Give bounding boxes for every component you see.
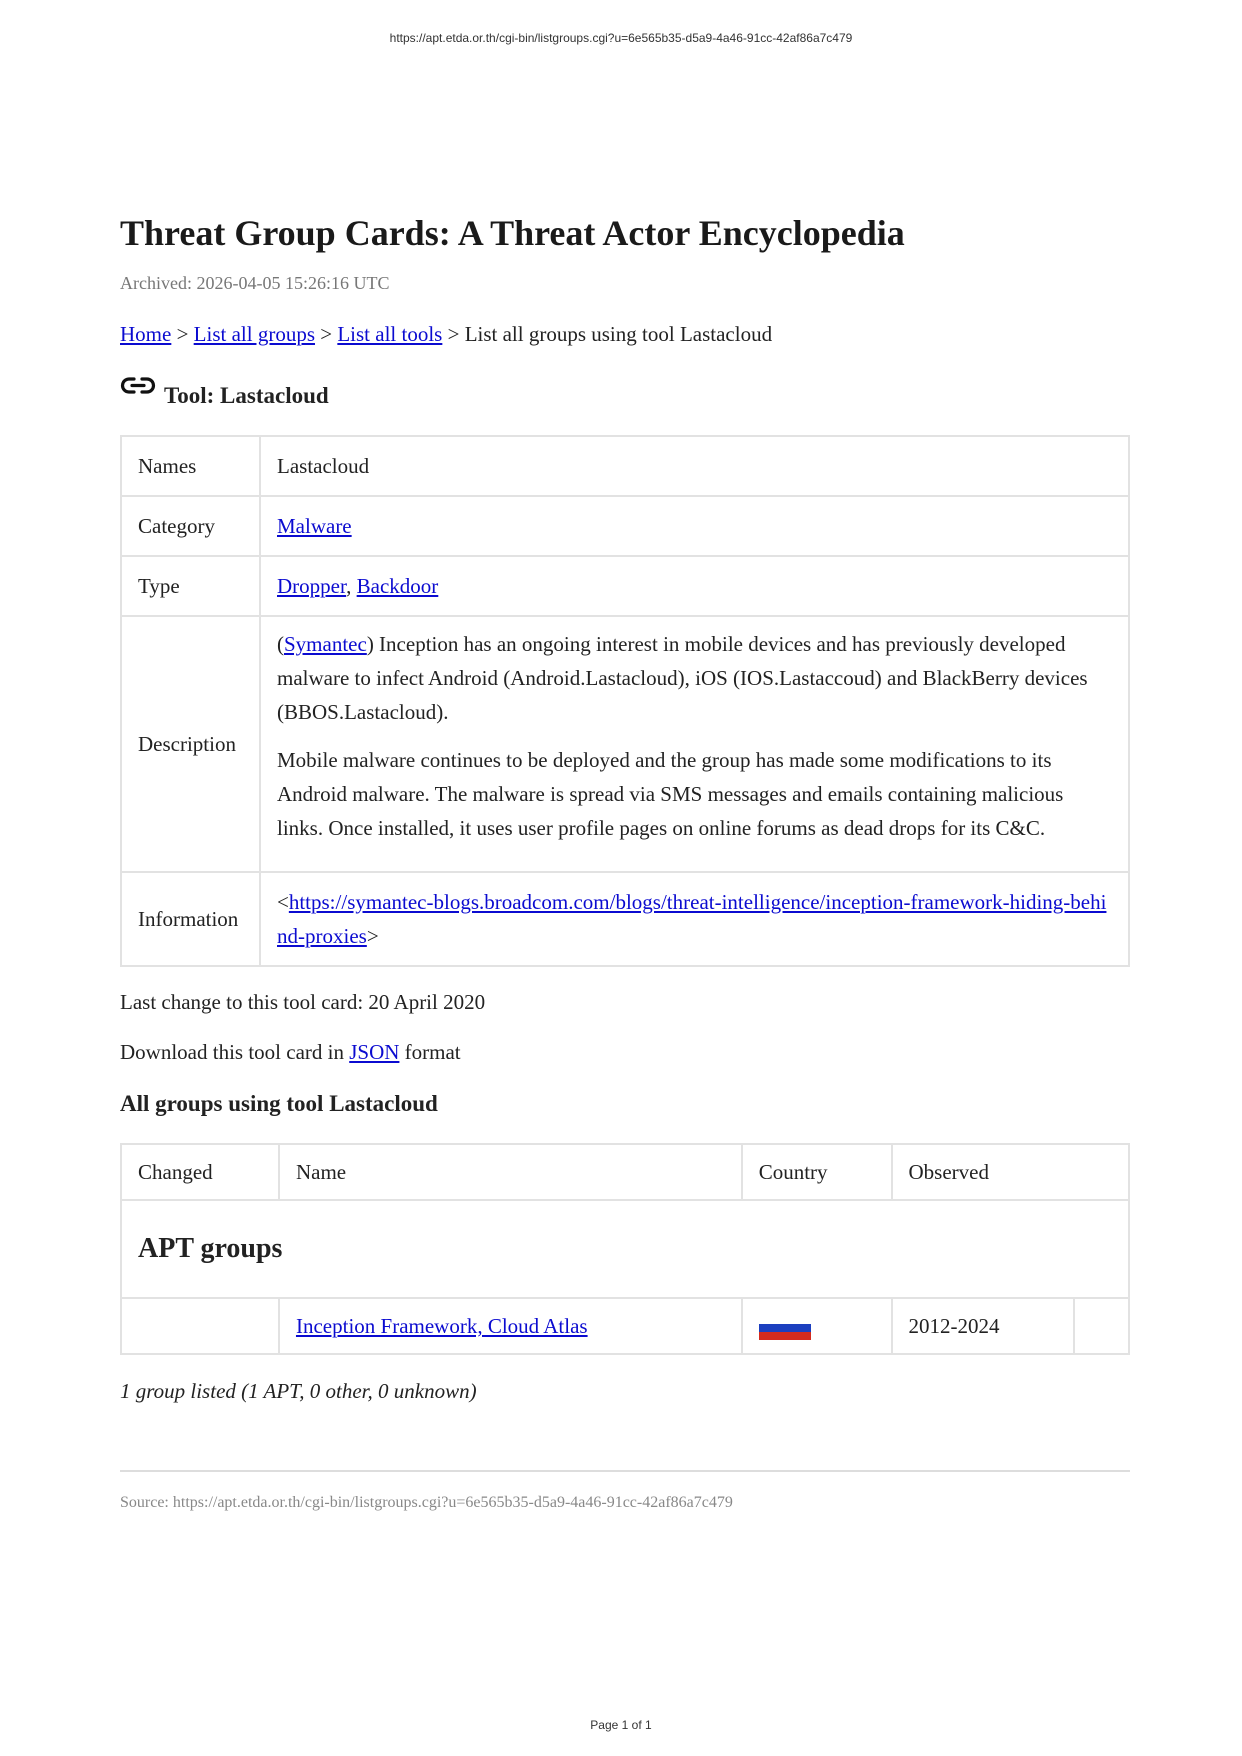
category-key: Category — [121, 496, 260, 556]
header-name: Name — [279, 1144, 742, 1200]
symantec-link[interactable]: Symantec — [284, 632, 367, 656]
download-line — [120, 1035, 1130, 1069]
information-reference-link[interactable]: https://symantec-blogs.broadcom.com/blogs/threat-intelligence/inception-framework-hiding-behind-proxies — [277, 890, 1107, 948]
table-row — [121, 1298, 1129, 1354]
header-changed: Changed — [121, 1144, 279, 1200]
main-content — [120, 210, 1130, 1512]
groups-heading: All groups using tool Lastacloud — [120, 1091, 438, 1116]
description-paragraph-1 — [277, 627, 1112, 729]
groups-table — [120, 1143, 1130, 1355]
tool-card-table — [120, 435, 1130, 967]
breadcrumb-home-link[interactable]: Home — [120, 322, 172, 346]
link-icon — [120, 373, 156, 399]
source-url: Source: https://apt.etda.or.th/cgi-bin/listgroups.cgi?u=6e565b35-d5a9-4a46-91cc-42af86a7c479 — [120, 1494, 733, 1511]
info-open-bracket: < — [277, 890, 289, 914]
row-country — [742, 1298, 892, 1354]
footer-divider — [120, 1470, 1130, 1472]
info-close-bracket: > — [366, 924, 379, 948]
header-observed: Observed — [892, 1144, 1130, 1200]
tool-heading — [120, 383, 1130, 409]
section-apt-groups: APT groups — [121, 1200, 1129, 1298]
page-number: Page 1 of 1 — [590, 1718, 652, 1732]
table-row — [121, 616, 1129, 872]
archived-timestamp: Archived: 2026-04-05 15:26:16 UTC — [120, 273, 390, 293]
table-row — [121, 436, 1129, 496]
table-header-row — [121, 1144, 1129, 1200]
information-key: Information — [121, 872, 260, 966]
group-inception-framework-link[interactable]: Inception Framework, Cloud Atlas — [295, 1314, 588, 1338]
breadcrumb-separator: > — [320, 322, 333, 346]
type-separator: , — [346, 574, 357, 598]
table-row — [121, 556, 1129, 616]
names-key: Names — [121, 436, 260, 496]
last-change-text: Last change to this tool card: 20 April 2020 — [120, 990, 486, 1014]
type-backdoor-link[interactable]: Backdoor — [356, 574, 439, 598]
information-value — [260, 872, 1129, 966]
names-value: Lastacloud — [260, 436, 1129, 496]
download-suffix: format — [399, 1040, 461, 1064]
breadcrumb-groups-link[interactable]: List all groups — [193, 322, 315, 346]
tool-heading-text: Tool: Lastacloud — [164, 383, 329, 408]
category-malware-link[interactable]: Malware — [277, 514, 352, 538]
description-key: Description — [121, 616, 260, 872]
breadcrumb-current: List all groups using tool Lastacloud — [464, 322, 773, 346]
description-open-paren: ( — [277, 632, 284, 656]
download-prefix: Download this tool card in — [120, 1040, 350, 1064]
breadcrumb — [120, 322, 1130, 347]
groups-summary: 1 group listed (1 APT, 0 other, 0 unknown) — [120, 1379, 477, 1403]
print-header-url: https://apt.etda.or.th/cgi-bin/listgroups.cgi?u=6e565b35-d5a9-4a46-91cc-42af86a7c479 — [389, 31, 853, 45]
description-value — [260, 616, 1129, 872]
category-value — [260, 496, 1129, 556]
header-country: Country — [742, 1144, 892, 1200]
flag-stripe-red — [759, 1332, 811, 1340]
page-title: Threat Group Cards: A Threat Actor Encyclopedia — [120, 213, 905, 253]
table-row — [121, 496, 1129, 556]
row-name — [279, 1298, 742, 1354]
breadcrumb-tools-link[interactable]: List all tools — [337, 322, 443, 346]
description-text-1: ) Inception has an ongoing interest in mobile devices and has previously developed malware to infect Android (Android.Lastacloud), iOS (IOS.Lastaccoud) and BlackBerry devices (BBOS.Lastacloud). — [277, 632, 1088, 724]
flag-stripe-white — [759, 1316, 811, 1324]
type-key: Type — [121, 556, 260, 616]
row-extra-cell — [1074, 1298, 1129, 1354]
russia-flag-icon — [759, 1316, 811, 1340]
flag-stripe-blue — [759, 1324, 811, 1332]
breadcrumb-separator: > — [176, 322, 189, 346]
row-observed: 2012-2024 — [892, 1298, 1074, 1354]
json-download-link[interactable]: JSON — [349, 1040, 400, 1064]
table-row — [121, 872, 1129, 966]
row-changed — [121, 1298, 279, 1354]
table-section-row — [121, 1200, 1129, 1298]
type-value — [260, 556, 1129, 616]
breadcrumb-separator: > — [447, 322, 460, 346]
type-dropper-link[interactable]: Dropper — [277, 574, 347, 598]
description-paragraph-2: Mobile malware continues to be deployed and the group has made some modifications to its Android malware. The malware is spread via SMS messages and emails containing malicious links. Once installed, it uses user profile pages on online forums as dead drops for its C&C. — [277, 748, 1064, 840]
